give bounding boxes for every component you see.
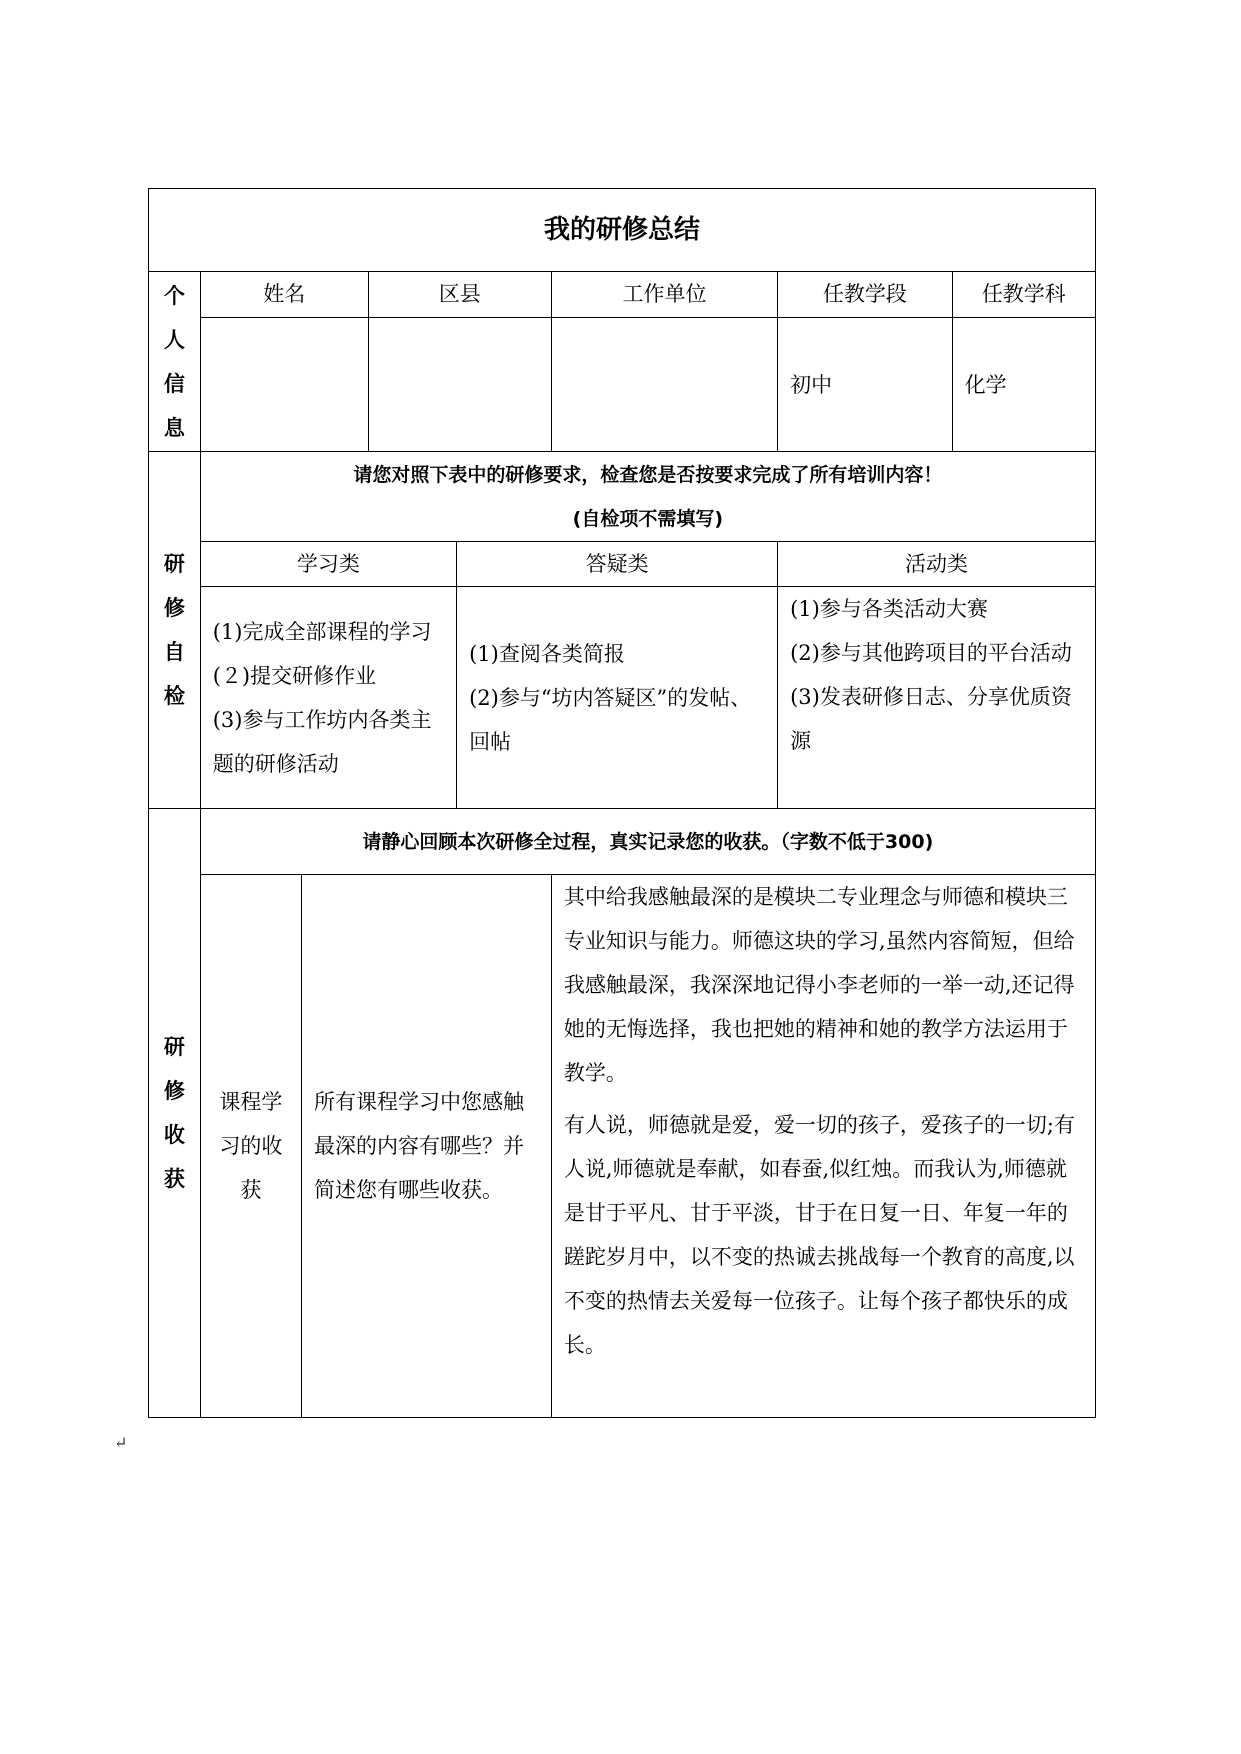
- study-item: (1)完成全部课程的学习: [212, 619, 432, 644]
- study-items: [200, 587, 456, 809]
- harvest-label: 研 修 收 获: [149, 809, 201, 1418]
- header-district: 区县: [368, 272, 551, 318]
- header-teaching-stage: 任教学段: [778, 272, 953, 318]
- harvest-instruction: 请静心回顾本次研修全过程，真实记录您的收获。（字数不低于300): [200, 809, 1095, 875]
- course-harvest-question: 所有课程学习中您感触最深的内容有哪些？并简述您有哪些收获。: [301, 875, 551, 1418]
- category-qa: 答疑类: [457, 542, 778, 587]
- category-activity: 活动类: [778, 542, 1096, 587]
- header-teaching-subject: 任教学科: [952, 272, 1095, 318]
- course-harvest-label: 课程学习的收获: [200, 875, 301, 1418]
- paragraph-mark: ↵: [114, 1433, 128, 1452]
- personal-info-label: 个 人 信 息: [149, 272, 201, 452]
- activity-item: (2)参与其他跨项目的平台活动: [790, 641, 1072, 665]
- header-work-unit: 工作单位: [551, 272, 777, 318]
- value-teaching-subject: 化学: [952, 318, 1095, 452]
- study-item: (3)参与工作坊内各类主题的研修活动: [212, 707, 432, 776]
- self-check-instruction-line1: 请您对照下表中的研修要求，检查您是否按要求完成了所有培训内容！: [353, 463, 943, 486]
- value-district: [368, 318, 551, 452]
- qa-item: (1)查阅各类简报: [469, 641, 625, 666]
- answer-paragraph: 其中给我感触最深的是模块二专业理念与师德和模块三专业知识与能力。师德这块的学习,虽然内容简短，但给我感触最深，我深深地记得小李老师的一举一动,还记得她的无悔选择，我也把她的精神和她的教学方法运用于教学。: [563, 885, 1075, 1085]
- category-study: 学习类: [200, 542, 456, 587]
- self-check-instruction: [200, 452, 1095, 542]
- form-title: 我的研修总结: [149, 189, 1096, 272]
- training-summary-form: [148, 188, 1096, 1418]
- self-check-instruction-line2: (自检项不需填写): [572, 507, 724, 530]
- value-name: [200, 318, 368, 452]
- study-item: (２)提交研修作业: [212, 663, 377, 688]
- qa-items: [457, 587, 778, 809]
- value-teaching-stage: 初中: [778, 318, 953, 452]
- header-name: 姓名: [200, 272, 368, 318]
- activity-item: (1)参与各类活动大赛: [790, 597, 988, 621]
- activity-item: (3)发表研修日志、分享优质资源: [790, 685, 1072, 753]
- value-work-unit: [551, 318, 777, 452]
- course-harvest-answer: [551, 875, 1095, 1418]
- qa-item: (2)参与“坊内答疑区”的发帖、回帖: [469, 685, 752, 754]
- self-check-label: 研 修 自 检: [149, 452, 201, 809]
- answer-paragraph: 有人说，师德就是爱，爱一切的孩子，爱孩子的一切;有人说,师德就是奉献，如春蚕,似红烛。而我认为,师德就是甘于平凡、甘于平淡，甘于在日复一日、年复一年的蹉跎岁月中，以不变的热诚去挑战每一个教育的高度,以不变的热情去关爱每一位孩子。让每个孩子都快乐的成长。: [563, 1113, 1075, 1357]
- activity-items: [778, 587, 1096, 809]
